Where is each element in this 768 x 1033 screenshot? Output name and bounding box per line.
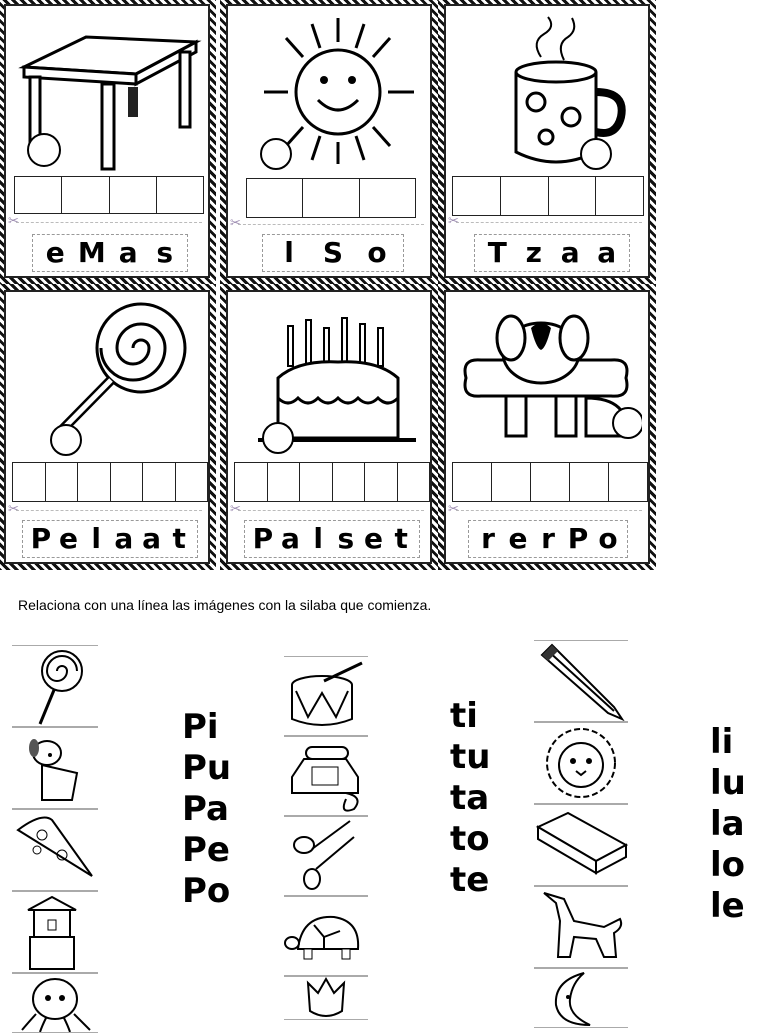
- syllables-p: [182, 707, 231, 912]
- letters-row[interactable]: [474, 234, 630, 272]
- syllable-pu[interactable]: Pu: [182, 748, 232, 788]
- scissors-icon: ✂: [448, 502, 459, 517]
- dog-icon[interactable]: [12, 727, 98, 809]
- letter-tile[interactable]: P: [252, 522, 274, 555]
- letters-row[interactable]: [32, 234, 188, 272]
- scissors-icon: ✂: [230, 216, 241, 231]
- well-icon[interactable]: [12, 891, 98, 973]
- answer-boxes[interactable]: [452, 176, 644, 216]
- letter-tile[interactable]: a: [118, 236, 138, 269]
- answer-boxes[interactable]: [14, 176, 204, 214]
- letters-row[interactable]: [22, 520, 198, 558]
- image-column-2: [284, 656, 368, 1020]
- pencil-icon[interactable]: [534, 640, 628, 722]
- syllable-la[interactable]: la: [710, 804, 745, 844]
- image-column-1: [12, 645, 98, 1033]
- moon-icon[interactable]: [534, 968, 628, 1028]
- octopus-icon[interactable]: [12, 973, 98, 1033]
- scissors-icon: ✂: [8, 502, 19, 517]
- card-pastel: [226, 290, 432, 564]
- letter-tile[interactable]: S: [322, 236, 344, 269]
- image-column-3: [534, 640, 628, 1028]
- syllable-to[interactable]: to: [450, 819, 490, 859]
- letter-tile[interactable]: l: [284, 236, 294, 269]
- letter-tile[interactable]: M: [77, 236, 106, 269]
- answer-boxes[interactable]: [452, 462, 648, 502]
- sun-icon: [238, 12, 420, 172]
- lollipop-icon[interactable]: [12, 645, 98, 727]
- instruction-text: Relaciona con una línea las imágenes con la silaba que comienza.: [18, 597, 432, 613]
- letter-tile[interactable]: t: [172, 522, 186, 555]
- syllable-ti[interactable]: ti: [450, 696, 478, 736]
- card-sol: [226, 4, 432, 278]
- dog-icon: [456, 298, 638, 458]
- answer-boxes[interactable]: [234, 462, 430, 502]
- scissors-icon: ✂: [8, 214, 19, 229]
- lion-icon[interactable]: [534, 722, 628, 804]
- letter-tile[interactable]: T: [487, 236, 507, 269]
- syllable-lu[interactable]: lu: [710, 763, 746, 803]
- letter-tile[interactable]: a: [560, 236, 580, 269]
- syllable-lo[interactable]: lo: [710, 845, 746, 885]
- scissors-icon[interactable]: [284, 816, 368, 896]
- wolf-icon[interactable]: [534, 886, 628, 968]
- letter-tile[interactable]: P: [30, 522, 52, 555]
- letter-tile[interactable]: P: [567, 522, 589, 555]
- letter-tile[interactable]: a: [142, 522, 161, 555]
- letter-tile[interactable]: r: [541, 522, 555, 555]
- syllable-pi[interactable]: Pi: [182, 707, 219, 747]
- cake-icon: [238, 298, 420, 458]
- card-paleta: [4, 290, 210, 564]
- pizza-icon[interactable]: [12, 809, 98, 891]
- syllables-t: [450, 696, 490, 901]
- letters-row[interactable]: [262, 234, 404, 272]
- table-icon: [16, 12, 198, 172]
- syllable-pe[interactable]: Pe: [182, 830, 230, 870]
- telephone-icon[interactable]: [284, 736, 368, 816]
- letter-tile[interactable]: s: [156, 236, 174, 269]
- letters-row[interactable]: [244, 520, 420, 558]
- letter-tile[interactable]: a: [114, 522, 134, 555]
- card-taza: [444, 4, 650, 278]
- syllable-tu[interactable]: tu: [450, 737, 491, 777]
- letter-tile[interactable]: a: [597, 236, 617, 269]
- letter-tile[interactable]: z: [525, 236, 542, 269]
- scissors-icon: ✂: [230, 502, 241, 517]
- syllable-te[interactable]: te: [450, 860, 490, 900]
- book-icon[interactable]: [534, 804, 628, 886]
- tulip-icon[interactable]: [284, 976, 368, 1020]
- letter-tile[interactable]: a: [281, 522, 300, 555]
- letter-tile[interactable]: s: [337, 522, 355, 555]
- syllables-l: [710, 722, 746, 927]
- letters-row[interactable]: [468, 520, 628, 558]
- letter-tile[interactable]: e: [59, 522, 78, 555]
- lollipop-icon: [16, 298, 198, 458]
- syllable-po[interactable]: Po: [182, 871, 231, 911]
- card-perro: [444, 290, 650, 564]
- answer-boxes[interactable]: [246, 178, 416, 218]
- syllable-le[interactable]: le: [710, 886, 745, 926]
- scissors-icon: ✂: [448, 214, 459, 229]
- letter-tile[interactable]: e: [364, 522, 384, 555]
- letter-tile[interactable]: r: [481, 522, 495, 555]
- answer-boxes[interactable]: [12, 462, 208, 502]
- letter-tile[interactable]: l: [91, 522, 101, 555]
- drum-icon[interactable]: [284, 656, 368, 736]
- letter-tile[interactable]: e: [508, 522, 528, 555]
- letter-tile[interactable]: o: [367, 236, 387, 269]
- syllable-ta[interactable]: ta: [450, 778, 490, 818]
- syllable-li[interactable]: li: [710, 722, 734, 762]
- letter-tile[interactable]: t: [394, 522, 408, 555]
- card-mesa: [4, 4, 210, 278]
- syllable-pa[interactable]: Pa: [182, 789, 229, 829]
- letter-tile[interactable]: o: [598, 522, 618, 555]
- letter-tile[interactable]: l: [313, 522, 323, 555]
- letter-tile[interactable]: e: [45, 236, 65, 269]
- turtle-icon[interactable]: [284, 896, 368, 976]
- mug-icon: [456, 12, 638, 172]
